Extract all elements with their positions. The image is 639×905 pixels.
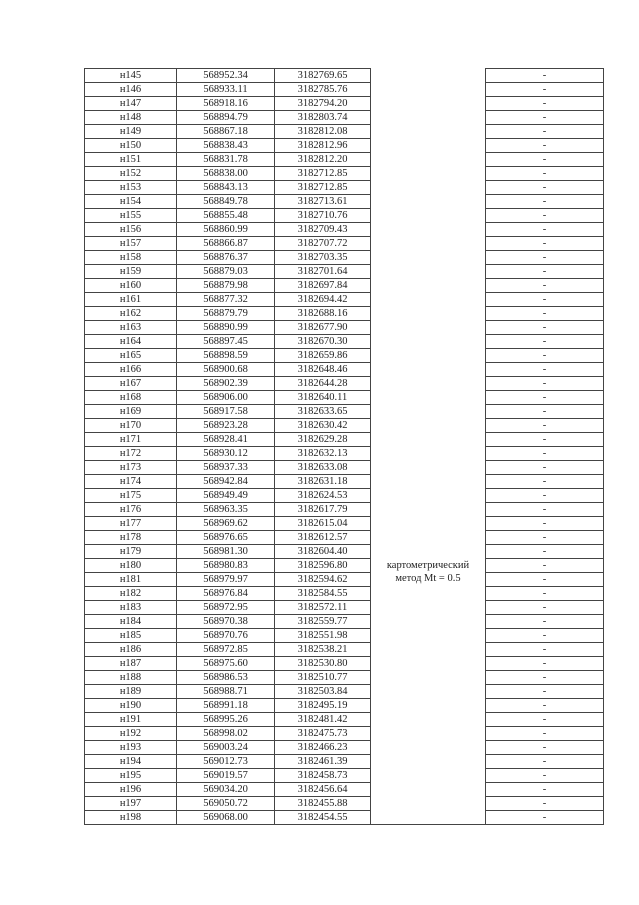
table-row xyxy=(85,517,604,531)
description-cell: - xyxy=(486,545,604,559)
point-id-cell: н152 xyxy=(85,167,177,181)
x-coordinate-cell: 568969.62 xyxy=(177,517,275,531)
y-coordinate-cell: 3182615.04 xyxy=(275,517,371,531)
point-id-cell: н165 xyxy=(85,349,177,363)
x-coordinate-cell: 569034.20 xyxy=(177,783,275,797)
point-id-cell: н150 xyxy=(85,139,177,153)
y-coordinate-cell: 3182503.84 xyxy=(275,685,371,699)
y-coordinate-cell: 3182632.13 xyxy=(275,447,371,461)
table-row xyxy=(85,293,604,307)
table-row xyxy=(85,209,604,223)
point-id-cell: н170 xyxy=(85,419,177,433)
description-cell: - xyxy=(486,125,604,139)
y-coordinate-cell: 3182633.08 xyxy=(275,461,371,475)
table-row xyxy=(85,447,604,461)
table-row xyxy=(85,461,604,475)
table-row xyxy=(85,699,604,713)
x-coordinate-cell: 569019.57 xyxy=(177,769,275,783)
description-cell: - xyxy=(486,643,604,657)
point-id-cell: н184 xyxy=(85,615,177,629)
description-cell: - xyxy=(486,195,604,209)
table-row xyxy=(85,531,604,545)
point-id-cell: н173 xyxy=(85,461,177,475)
y-coordinate-cell: 3182803.74 xyxy=(275,111,371,125)
description-cell: - xyxy=(486,377,604,391)
description-cell: - xyxy=(486,755,604,769)
table-row xyxy=(85,111,604,125)
point-id-cell: н172 xyxy=(85,447,177,461)
x-coordinate-cell: 568976.65 xyxy=(177,531,275,545)
table-row xyxy=(85,377,604,391)
table-row xyxy=(85,713,604,727)
description-cell: - xyxy=(486,559,604,573)
y-coordinate-cell: 3182644.28 xyxy=(275,377,371,391)
description-cell: - xyxy=(486,811,604,825)
y-coordinate-cell: 3182709.43 xyxy=(275,223,371,237)
y-coordinate-cell: 3182812.20 xyxy=(275,153,371,167)
x-coordinate-cell: 568942.84 xyxy=(177,475,275,489)
point-id-cell: н180 xyxy=(85,559,177,573)
table-body xyxy=(85,69,604,825)
table-row xyxy=(85,615,604,629)
x-coordinate-cell: 568894.79 xyxy=(177,111,275,125)
point-id-cell: н183 xyxy=(85,601,177,615)
y-coordinate-cell: 3182604.40 xyxy=(275,545,371,559)
description-cell: - xyxy=(486,517,604,531)
point-id-cell: н189 xyxy=(85,685,177,699)
point-id-cell: н190 xyxy=(85,699,177,713)
x-coordinate-cell: 568867.18 xyxy=(177,125,275,139)
y-coordinate-cell: 3182612.57 xyxy=(275,531,371,545)
x-coordinate-cell: 568952.34 xyxy=(177,69,275,83)
description-cell: - xyxy=(486,615,604,629)
description-cell: - xyxy=(486,769,604,783)
point-id-cell: н188 xyxy=(85,671,177,685)
table-row xyxy=(85,167,604,181)
x-coordinate-cell: 568831.78 xyxy=(177,153,275,167)
table-row xyxy=(85,419,604,433)
point-id-cell: н176 xyxy=(85,503,177,517)
x-coordinate-cell: 568928.41 xyxy=(177,433,275,447)
description-cell: - xyxy=(486,139,604,153)
point-id-cell: н154 xyxy=(85,195,177,209)
x-coordinate-cell: 568991.18 xyxy=(177,699,275,713)
description-cell: - xyxy=(486,111,604,125)
description-cell: - xyxy=(486,223,604,237)
table-row xyxy=(85,741,604,755)
description-cell: - xyxy=(486,69,604,83)
description-cell: - xyxy=(486,503,604,517)
method-line-1: картометрический xyxy=(386,560,470,572)
description-cell: - xyxy=(486,391,604,405)
table-row xyxy=(85,279,604,293)
point-id-cell: н146 xyxy=(85,83,177,97)
point-id-cell: н161 xyxy=(85,293,177,307)
table-row xyxy=(85,503,604,517)
y-coordinate-cell: 3182670.30 xyxy=(275,335,371,349)
x-coordinate-cell: 568937.33 xyxy=(177,461,275,475)
x-coordinate-cell: 568877.32 xyxy=(177,293,275,307)
table-row xyxy=(85,643,604,657)
table-row xyxy=(85,139,604,153)
description-cell: - xyxy=(486,601,604,615)
x-coordinate-cell: 568860.99 xyxy=(177,223,275,237)
point-id-cell: н162 xyxy=(85,307,177,321)
table-row xyxy=(85,671,604,685)
table-row xyxy=(85,363,604,377)
method-line-2: метод Mt = 0.5 xyxy=(395,573,461,585)
point-id-cell: н145 xyxy=(85,69,177,83)
y-coordinate-cell: 3182697.84 xyxy=(275,279,371,293)
table-row xyxy=(85,587,604,601)
x-coordinate-cell: 568843.13 xyxy=(177,181,275,195)
y-coordinate-cell: 3182712.85 xyxy=(275,181,371,195)
y-coordinate-cell: 3182713.61 xyxy=(275,195,371,209)
table-row xyxy=(85,335,604,349)
point-id-cell: н158 xyxy=(85,251,177,265)
y-coordinate-cell: 3182510.77 xyxy=(275,671,371,685)
x-coordinate-cell: 568980.83 xyxy=(177,559,275,573)
point-id-cell: н148 xyxy=(85,111,177,125)
point-id-cell: н156 xyxy=(85,223,177,237)
point-id-cell: н195 xyxy=(85,769,177,783)
y-coordinate-cell: 3182631.18 xyxy=(275,475,371,489)
point-id-cell: н167 xyxy=(85,377,177,391)
point-id-cell: н171 xyxy=(85,433,177,447)
description-cell: - xyxy=(486,181,604,195)
table-row xyxy=(85,783,604,797)
y-coordinate-cell: 3182769.65 xyxy=(275,69,371,83)
description-cell: - xyxy=(486,531,604,545)
x-coordinate-cell: 568972.95 xyxy=(177,601,275,615)
table-row xyxy=(85,475,604,489)
table-row xyxy=(85,391,604,405)
point-id-cell: н157 xyxy=(85,237,177,251)
point-id-cell: н168 xyxy=(85,391,177,405)
table-row xyxy=(85,181,604,195)
description-cell: - xyxy=(486,405,604,419)
table-row xyxy=(85,97,604,111)
x-coordinate-cell: 568988.71 xyxy=(177,685,275,699)
y-coordinate-cell: 3182454.55 xyxy=(275,811,371,825)
x-coordinate-cell: 569050.72 xyxy=(177,797,275,811)
table-row xyxy=(85,573,604,587)
y-coordinate-cell: 3182812.96 xyxy=(275,139,371,153)
table-row xyxy=(85,811,604,825)
description-cell: - xyxy=(486,251,604,265)
y-coordinate-cell: 3182456.64 xyxy=(275,783,371,797)
y-coordinate-cell: 3182624.53 xyxy=(275,489,371,503)
point-id-cell: н196 xyxy=(85,783,177,797)
point-id-cell: н194 xyxy=(85,755,177,769)
point-id-cell: н179 xyxy=(85,545,177,559)
description-cell: - xyxy=(486,321,604,335)
x-coordinate-cell: 568981.30 xyxy=(177,545,275,559)
y-coordinate-cell: 3182481.42 xyxy=(275,713,371,727)
description-cell: - xyxy=(486,685,604,699)
y-coordinate-cell: 3182785.76 xyxy=(275,83,371,97)
coordinates-table xyxy=(84,68,604,825)
description-cell: - xyxy=(486,573,604,587)
table-row xyxy=(85,307,604,321)
description-cell: - xyxy=(486,83,604,97)
description-cell: - xyxy=(486,237,604,251)
y-coordinate-cell: 3182617.79 xyxy=(275,503,371,517)
y-coordinate-cell: 3182538.21 xyxy=(275,643,371,657)
table-row xyxy=(85,237,604,251)
x-coordinate-cell: 568918.16 xyxy=(177,97,275,111)
x-coordinate-cell: 568898.59 xyxy=(177,349,275,363)
table-row xyxy=(85,69,604,83)
point-id-cell: н149 xyxy=(85,125,177,139)
point-id-cell: н191 xyxy=(85,713,177,727)
x-coordinate-cell: 568933.11 xyxy=(177,83,275,97)
point-id-cell: н187 xyxy=(85,657,177,671)
x-coordinate-cell: 569068.00 xyxy=(177,811,275,825)
table-row xyxy=(85,195,604,209)
table-row xyxy=(85,251,604,265)
x-coordinate-cell: 568866.87 xyxy=(177,237,275,251)
table-row xyxy=(85,489,604,503)
y-coordinate-cell: 3182458.73 xyxy=(275,769,371,783)
point-id-cell: н197 xyxy=(85,797,177,811)
y-coordinate-cell: 3182701.64 xyxy=(275,265,371,279)
description-cell: - xyxy=(486,587,604,601)
description-cell: - xyxy=(486,461,604,475)
x-coordinate-cell: 568998.02 xyxy=(177,727,275,741)
point-id-cell: н185 xyxy=(85,629,177,643)
y-coordinate-cell: 3182794.20 xyxy=(275,97,371,111)
description-cell: - xyxy=(486,433,604,447)
table-row xyxy=(85,223,604,237)
description-cell: - xyxy=(486,335,604,349)
y-coordinate-cell: 3182710.76 xyxy=(275,209,371,223)
point-id-cell: н155 xyxy=(85,209,177,223)
table-row xyxy=(85,601,604,615)
table-row xyxy=(85,559,604,573)
y-coordinate-cell: 3182712.85 xyxy=(275,167,371,181)
x-coordinate-cell: 568879.79 xyxy=(177,307,275,321)
table-row xyxy=(85,685,604,699)
y-coordinate-cell: 3182530.80 xyxy=(275,657,371,671)
y-coordinate-cell: 3182707.72 xyxy=(275,237,371,251)
point-id-cell: н147 xyxy=(85,97,177,111)
y-coordinate-cell: 3182812.08 xyxy=(275,125,371,139)
table-row xyxy=(85,657,604,671)
description-cell: - xyxy=(486,629,604,643)
point-id-cell: н169 xyxy=(85,405,177,419)
table-row xyxy=(85,321,604,335)
x-coordinate-cell: 568879.98 xyxy=(177,279,275,293)
y-coordinate-cell: 3182633.65 xyxy=(275,405,371,419)
description-cell: - xyxy=(486,419,604,433)
y-coordinate-cell: 3182584.55 xyxy=(275,587,371,601)
y-coordinate-cell: 3182455.88 xyxy=(275,797,371,811)
point-id-cell: н182 xyxy=(85,587,177,601)
point-id-cell: н177 xyxy=(85,517,177,531)
point-id-cell: н178 xyxy=(85,531,177,545)
description-cell: - xyxy=(486,447,604,461)
table-row xyxy=(85,545,604,559)
method-cell-upper xyxy=(371,69,486,321)
x-coordinate-cell: 568976.84 xyxy=(177,587,275,601)
table-row xyxy=(85,769,604,783)
description-cell: - xyxy=(486,797,604,811)
x-coordinate-cell: 568855.48 xyxy=(177,209,275,223)
x-coordinate-cell: 568838.43 xyxy=(177,139,275,153)
table-row xyxy=(85,153,604,167)
x-coordinate-cell: 568986.53 xyxy=(177,671,275,685)
point-id-cell: н151 xyxy=(85,153,177,167)
y-coordinate-cell: 3182694.42 xyxy=(275,293,371,307)
point-id-cell: н164 xyxy=(85,335,177,349)
description-cell: - xyxy=(486,209,604,223)
x-coordinate-cell: 568900.68 xyxy=(177,363,275,377)
table-row xyxy=(85,727,604,741)
x-coordinate-cell: 568890.99 xyxy=(177,321,275,335)
point-id-cell: н174 xyxy=(85,475,177,489)
y-coordinate-cell: 3182648.46 xyxy=(275,363,371,377)
description-cell: - xyxy=(486,727,604,741)
description-cell: - xyxy=(486,167,604,181)
table-row xyxy=(85,265,604,279)
point-id-cell: н186 xyxy=(85,643,177,657)
description-cell: - xyxy=(486,713,604,727)
x-coordinate-cell: 568902.39 xyxy=(177,377,275,391)
y-coordinate-cell: 3182640.11 xyxy=(275,391,371,405)
table-row xyxy=(85,629,604,643)
description-cell: - xyxy=(486,699,604,713)
y-coordinate-cell: 3182572.11 xyxy=(275,601,371,615)
point-id-cell: н166 xyxy=(85,363,177,377)
x-coordinate-cell: 568975.60 xyxy=(177,657,275,671)
y-coordinate-cell: 3182659.86 xyxy=(275,349,371,363)
x-coordinate-cell: 568906.00 xyxy=(177,391,275,405)
table-row xyxy=(85,755,604,769)
y-coordinate-cell: 3182688.16 xyxy=(275,307,371,321)
y-coordinate-cell: 3182495.19 xyxy=(275,699,371,713)
x-coordinate-cell: 568838.00 xyxy=(177,167,275,181)
x-coordinate-cell: 568995.26 xyxy=(177,713,275,727)
y-coordinate-cell: 3182629.28 xyxy=(275,433,371,447)
table-row xyxy=(85,125,604,139)
x-coordinate-cell: 568923.28 xyxy=(177,419,275,433)
point-id-cell: н163 xyxy=(85,321,177,335)
description-cell: - xyxy=(486,279,604,293)
description-cell: - xyxy=(486,293,604,307)
x-coordinate-cell: 568970.76 xyxy=(177,629,275,643)
point-id-cell: н198 xyxy=(85,811,177,825)
x-coordinate-cell: 568930.12 xyxy=(177,447,275,461)
x-coordinate-cell: 568963.35 xyxy=(177,503,275,517)
y-coordinate-cell: 3182630.42 xyxy=(275,419,371,433)
x-coordinate-cell: 568879.03 xyxy=(177,265,275,279)
x-coordinate-cell: 568949.49 xyxy=(177,489,275,503)
y-coordinate-cell: 3182677.90 xyxy=(275,321,371,335)
x-coordinate-cell: 568897.45 xyxy=(177,335,275,349)
description-cell: - xyxy=(486,363,604,377)
table-row xyxy=(85,349,604,363)
description-cell: - xyxy=(486,671,604,685)
point-id-cell: н175 xyxy=(85,489,177,503)
y-coordinate-cell: 3182559.77 xyxy=(275,615,371,629)
table-row xyxy=(85,433,604,447)
x-coordinate-cell: 569012.73 xyxy=(177,755,275,769)
description-cell: - xyxy=(486,97,604,111)
y-coordinate-cell: 3182466.23 xyxy=(275,741,371,755)
y-coordinate-cell: 3182461.39 xyxy=(275,755,371,769)
description-cell: - xyxy=(486,307,604,321)
description-cell: - xyxy=(486,489,604,503)
y-coordinate-cell: 3182703.35 xyxy=(275,251,371,265)
y-coordinate-cell: 3182475.73 xyxy=(275,727,371,741)
description-cell: - xyxy=(486,349,604,363)
description-cell: - xyxy=(486,265,604,279)
table-row xyxy=(85,83,604,97)
description-cell: - xyxy=(486,475,604,489)
method-cell xyxy=(371,321,486,825)
description-cell: - xyxy=(486,153,604,167)
description-cell: - xyxy=(486,783,604,797)
point-id-cell: н181 xyxy=(85,573,177,587)
point-id-cell: н193 xyxy=(85,741,177,755)
y-coordinate-cell: 3182594.62 xyxy=(275,573,371,587)
description-cell: - xyxy=(486,741,604,755)
description-cell: - xyxy=(486,657,604,671)
x-coordinate-cell: 568849.78 xyxy=(177,195,275,209)
table-row xyxy=(85,405,604,419)
x-coordinate-cell: 569003.24 xyxy=(177,741,275,755)
point-id-cell: н160 xyxy=(85,279,177,293)
point-id-cell: н192 xyxy=(85,727,177,741)
table-row xyxy=(85,797,604,811)
x-coordinate-cell: 568970.38 xyxy=(177,615,275,629)
x-coordinate-cell: 568876.37 xyxy=(177,251,275,265)
y-coordinate-cell: 3182551.98 xyxy=(275,629,371,643)
x-coordinate-cell: 568972.85 xyxy=(177,643,275,657)
y-coordinate-cell: 3182596.80 xyxy=(275,559,371,573)
x-coordinate-cell: 568979.97 xyxy=(177,573,275,587)
point-id-cell: н159 xyxy=(85,265,177,279)
point-id-cell: н153 xyxy=(85,181,177,195)
x-coordinate-cell: 568917.58 xyxy=(177,405,275,419)
